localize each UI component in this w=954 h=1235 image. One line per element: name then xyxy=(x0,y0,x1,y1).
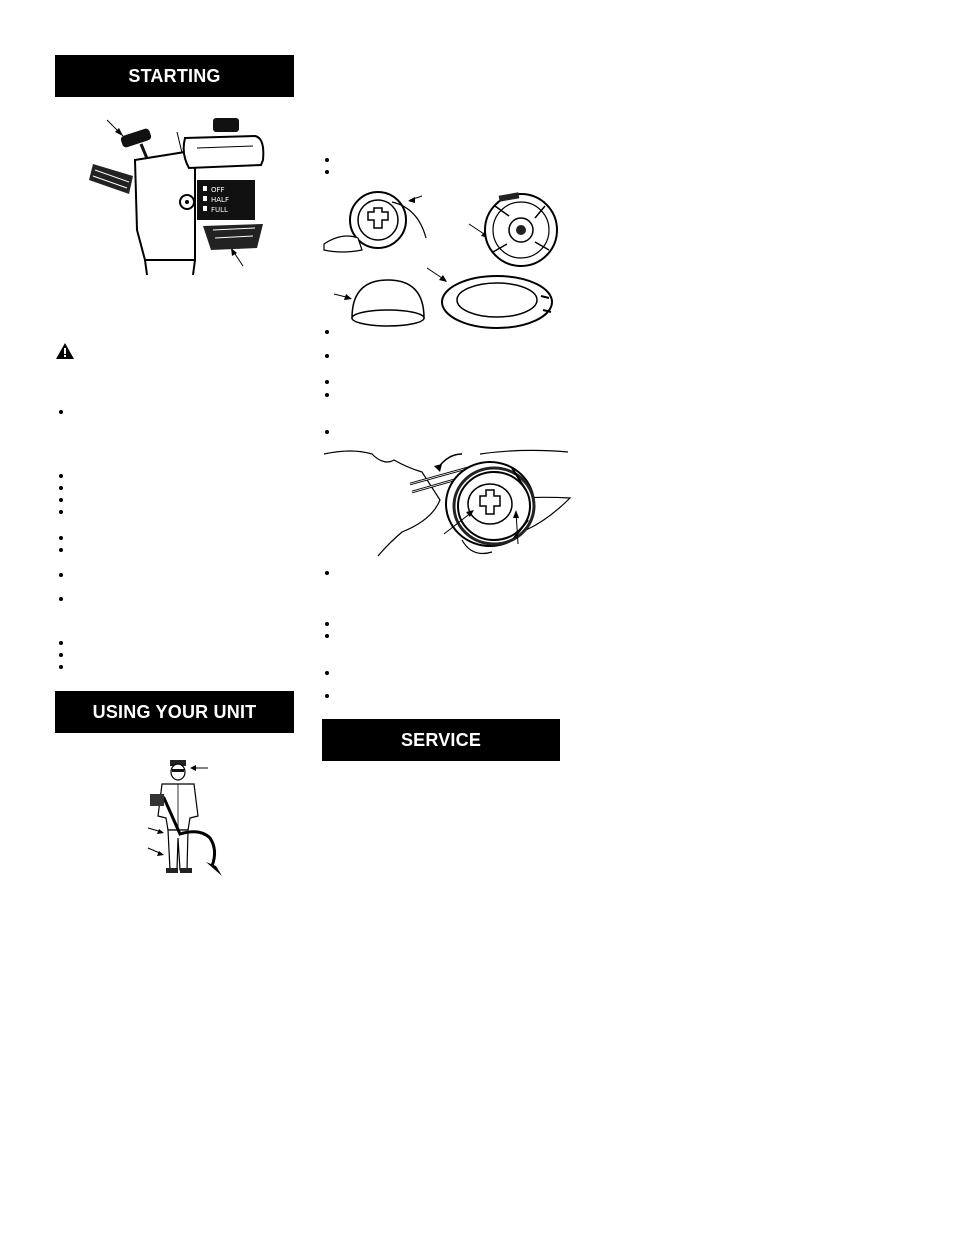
bullet xyxy=(325,622,329,626)
bullet xyxy=(325,393,329,397)
spool-housing-figure xyxy=(465,188,565,273)
winding-line-figure xyxy=(322,440,572,560)
bullet xyxy=(59,597,63,601)
choke-label-half: HALF xyxy=(211,196,229,204)
bullet xyxy=(325,694,329,698)
bullet xyxy=(59,641,63,645)
operator-figure xyxy=(140,758,255,878)
section-title-using-your-unit: USING YOUR UNIT xyxy=(92,701,257,722)
bullet xyxy=(325,330,329,334)
section-title-starting: STARTING xyxy=(128,65,221,86)
bullet xyxy=(59,536,63,540)
choke-label-off: OFF xyxy=(211,186,225,194)
bullet xyxy=(59,653,63,657)
bullet xyxy=(59,665,63,669)
bullet xyxy=(59,573,63,577)
bullet xyxy=(325,671,329,675)
bullet xyxy=(325,634,329,638)
bullet xyxy=(325,170,329,174)
bullet xyxy=(59,548,63,552)
bullet xyxy=(325,380,329,384)
bullet xyxy=(325,571,329,575)
choke-label-full: FULL xyxy=(211,206,228,214)
bullet xyxy=(59,410,63,414)
spool-ring-figure xyxy=(425,266,560,331)
section-header-using-your-unit xyxy=(55,691,294,733)
bullet xyxy=(325,430,329,434)
bullet xyxy=(325,158,329,162)
bullet xyxy=(59,486,63,490)
bullet xyxy=(325,354,329,358)
spool-cap-figure xyxy=(330,272,425,332)
bullet xyxy=(59,474,63,478)
bullet xyxy=(59,498,63,502)
section-header-starting xyxy=(55,55,294,97)
section-title-service: SERVICE xyxy=(400,729,482,750)
spool-with-line-figure xyxy=(322,188,442,263)
warning-triangle-icon xyxy=(56,343,74,359)
engine-starting-figure xyxy=(85,110,275,275)
bullet xyxy=(59,510,63,514)
section-header-service xyxy=(322,719,560,761)
